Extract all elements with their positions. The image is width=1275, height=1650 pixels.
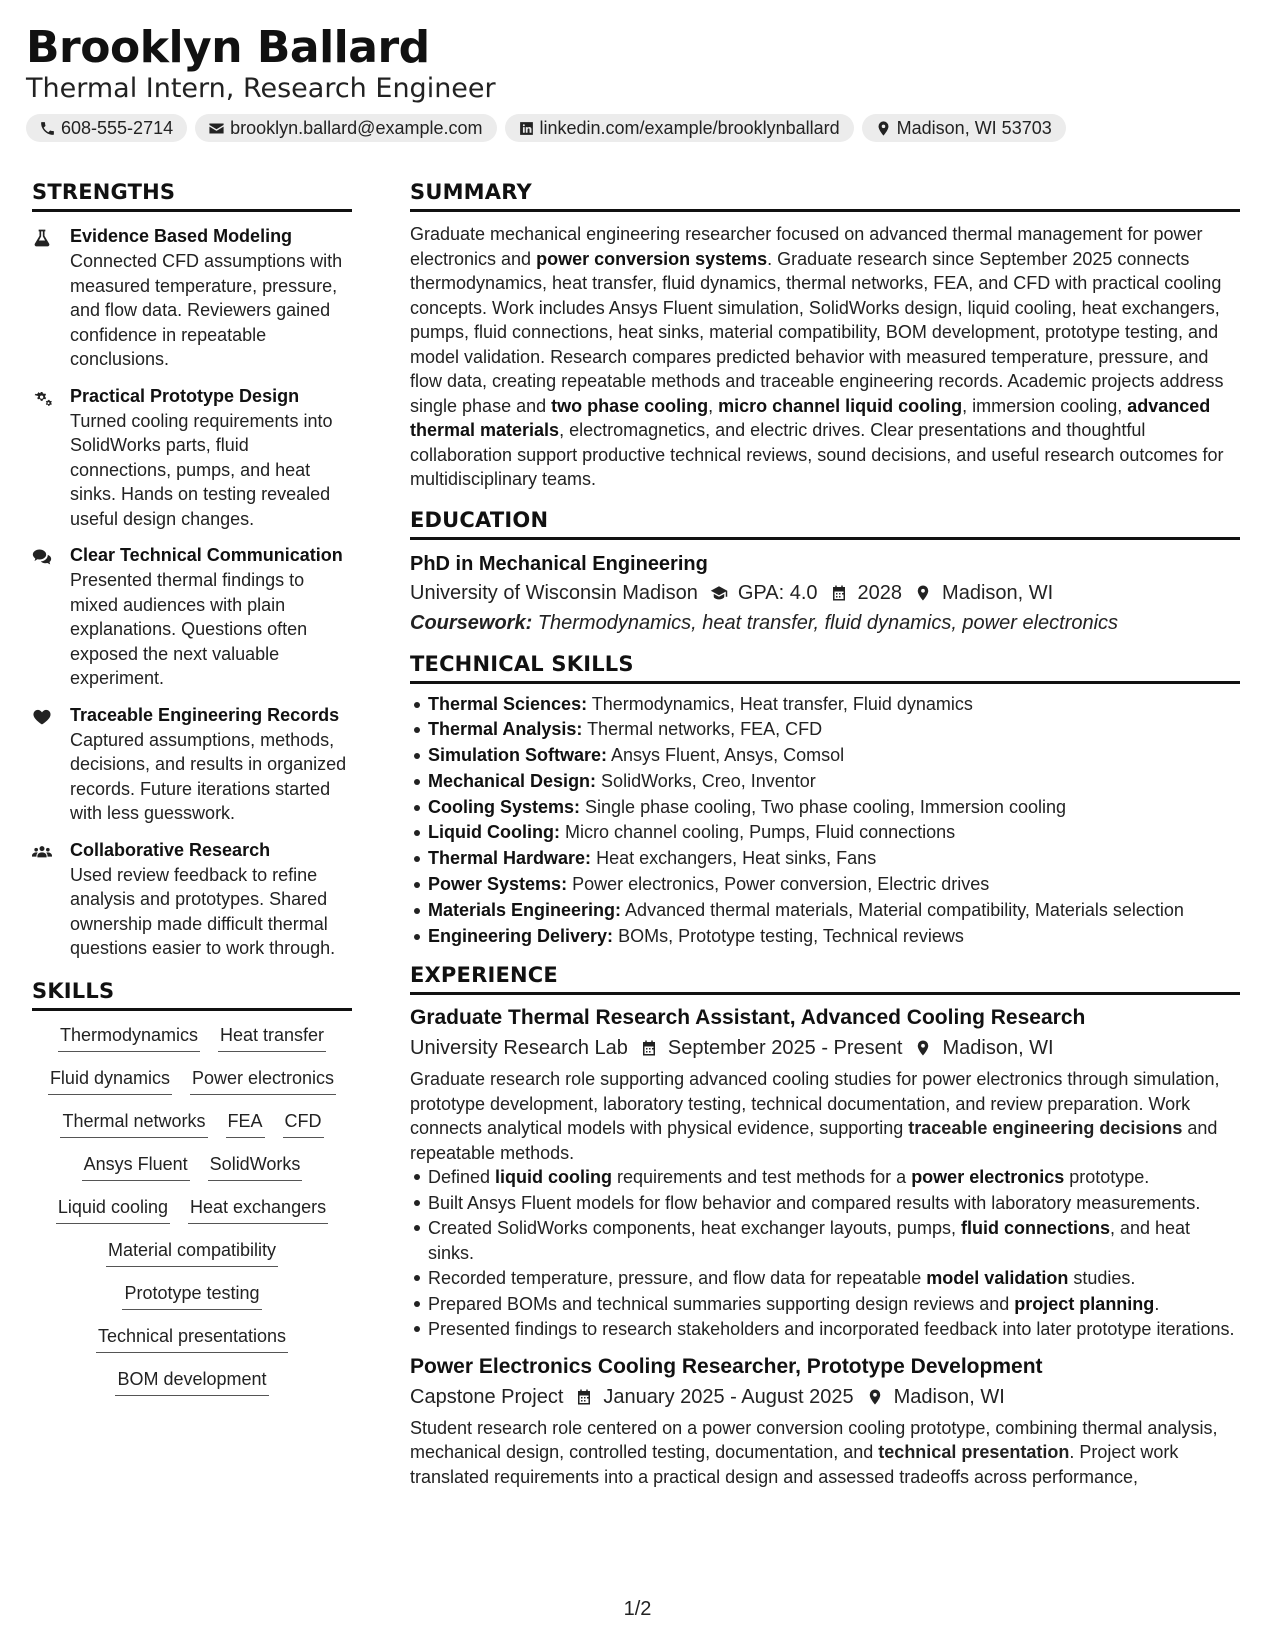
strength-item <box>32 543 352 691</box>
map-pin-icon <box>914 1039 932 1057</box>
school-name: University of Wisconsin Madison <box>410 581 698 604</box>
skill-tag: BOM development <box>115 1367 268 1396</box>
job-dates: September 2025 - Present <box>667 1037 903 1060</box>
skill-tag: Ansys Fluent <box>82 1152 190 1181</box>
list-item: Cooling Systems: Single phase cooling, Two phase cooling, Immersion cooling <box>410 795 1240 821</box>
list-item: Thermal Sciences: Thermodynamics, Heat transfer, Fluid dynamics <box>410 692 1240 718</box>
job-entry <box>410 1003 1240 1342</box>
skill-tag: Heat exchangers <box>188 1195 328 1224</box>
resume-header <box>26 22 1256 142</box>
summary-text: Graduate mechanical engineering researcher focused on advanced thermal management for power electronics and power conversion systems. Graduate research since September 2025 connects thermodynamics, heat transfer, fluid dynamics, thermal networks, FEA, and CFD with practical cooling concepts. Work includes Ansys Fluent simulation, SolidWorks design, liquid cooling, heat exchangers, pumps, fluid connections, heat sinks, material compatibility, BOM development, prototype testing, and model validation. Research compares predicted behavior with measured temperature, pressure, and flow data, creating repeatable methods and traceable engineering records. Academic projects address single phase and two phase cooling, micro channel liquid cooling, immersion cooling, advanced thermal materials, electromagnetics, and electric drives. Clear presentations and thoughtful collaboration support productive technical reviews, sound decisions, and useful research outcomes for multidisciplinary teams. <box>410 224 1224 489</box>
strength-item <box>32 224 352 372</box>
calendar-icon <box>640 1039 658 1057</box>
graduation-year: 2028 <box>857 581 903 604</box>
education-meta <box>410 578 1240 608</box>
summary-heading: SUMMARY <box>410 180 1240 212</box>
list-item: Simulation Software: Ansys Fluent, Ansys, Comsol <box>410 743 1240 769</box>
skill-tag: Power electronics <box>190 1066 336 1095</box>
technical-skills-list <box>410 692 1240 950</box>
job-title: Power Electronics Cooling Researcher, Prototype Development <box>410 1354 1043 1378</box>
graduation-cap-icon <box>710 584 728 602</box>
strength-desc: Captured assumptions, methods, decisions, and results in organized records. Future iterations started with less guesswork. <box>70 729 347 823</box>
skill-tag: Fluid dynamics <box>48 1066 172 1095</box>
strength-desc: Used review feedback to refine analysis and prototypes. Shared ownership made difficult thermal questions easier to work through. <box>70 864 336 958</box>
strength-item <box>32 838 352 961</box>
envelope-icon <box>208 120 225 137</box>
skill-tag: Liquid cooling <box>56 1195 170 1224</box>
job-description: Graduate research role supporting advanced cooling studies for power electronics through simulation, prototype development, laboratory testing, technical documentation, and review preparation. Work connects analytical models with physical evidence, supporting traceable engineering decisions and repeatable methods. <box>410 1069 1220 1163</box>
job-org: Capstone Project <box>410 1385 564 1408</box>
location-pill <box>862 114 1066 142</box>
education-heading: EDUCATION <box>410 508 1240 540</box>
linkedin-pill[interactable] <box>505 114 854 142</box>
phone-text: 608-555-2714 <box>61 117 174 138</box>
strength-item <box>32 384 352 532</box>
calendar-icon <box>830 584 848 602</box>
users-icon <box>32 842 52 862</box>
list-item: Built Ansys Fluent models for flow behavior and compared results with laboratory measurements. <box>410 1191 1240 1216</box>
heart-icon <box>32 707 52 727</box>
job-title: Graduate Thermal Research Assistant, Advanced Cooling Research <box>410 1006 1086 1030</box>
experience-heading: EXPERIENCE <box>410 963 1240 995</box>
skill-tag: Heat transfer <box>218 1023 326 1052</box>
strength-desc: Connected CFD assumptions with measured temperature, pressure, and flow data. Reviewers gained confidence in repeatable conclusions. <box>70 251 343 369</box>
gears-icon <box>32 388 52 408</box>
left-column <box>32 180 352 1396</box>
list-item: Thermal Hardware: Heat exchangers, Heat sinks, Fans <box>410 846 1240 872</box>
strength-title: Collaborative Research <box>70 839 271 860</box>
education-location: Madison, WI <box>942 581 1054 604</box>
right-column <box>410 180 1240 1489</box>
list-item: Mechanical Design: SolidWorks, Creo, Inventor <box>410 769 1240 795</box>
flask-icon <box>32 228 52 248</box>
job-meta <box>410 1382 1240 1412</box>
strength-title: Clear Technical Communication <box>70 545 343 565</box>
list-item: Liquid Cooling: Micro channel cooling, Pumps, Fluid connections <box>410 820 1240 846</box>
job-location: Madison, WI <box>893 1385 1005 1408</box>
strengths-list <box>32 224 352 961</box>
list-item: Presented findings to research stakeholders and incorporated feedback into later prototype iterations. <box>410 1317 1240 1342</box>
list-item: Prepared BOMs and technical summaries supporting design reviews and project planning. <box>410 1292 1240 1317</box>
linkedin-icon <box>518 120 535 137</box>
map-pin-icon <box>875 120 892 137</box>
comments-icon <box>32 547 52 567</box>
list-item: Materials Engineering: Advanced thermal materials, Material compatibility, Materials selection <box>410 898 1240 924</box>
strength-item <box>32 703 352 826</box>
skill-tag: Thermal networks <box>60 1109 207 1138</box>
job-org: University Research Lab <box>410 1037 628 1060</box>
location-text: Madison, WI 53703 <box>896 117 1052 138</box>
contact-bar <box>26 114 1256 142</box>
skill-tag: Thermodynamics <box>58 1023 200 1052</box>
job-bullets <box>410 1165 1240 1342</box>
skill-tag: FEA <box>226 1109 265 1138</box>
list-item: Thermal Analysis: Thermal networks, FEA, CFD <box>410 717 1240 743</box>
list-item: Engineering Delivery: BOMs, Prototype testing, Technical reviews <box>410 924 1240 950</box>
email-text: brooklyn.ballard@example.com <box>230 117 483 138</box>
job-location: Madison, WI <box>942 1037 1054 1060</box>
list-item: Power Systems: Power electronics, Power conversion, Electric drives <box>410 872 1240 898</box>
technical-skills-heading: TECHNICAL SKILLS <box>410 652 1240 684</box>
list-item: Created SolidWorks components, heat exchanger layouts, pumps, fluid connections, and heat sinks. <box>410 1216 1240 1265</box>
phone-pill[interactable] <box>26 114 187 142</box>
skill-tag: Material compatibility <box>106 1238 278 1267</box>
strength-title: Practical Prototype Design <box>70 385 300 406</box>
calendar-icon <box>575 1388 593 1406</box>
map-pin-icon <box>914 584 932 602</box>
skill-tag: SolidWorks <box>208 1152 303 1181</box>
job-description: Student research role centered on a power conversion cooling prototype, combining thermal analysis, mechanical design, controlled testing, documentation, and technical presentation. Project work translated requirements into a practical design and assessed tradeoffs across performance, <box>410 1417 1218 1487</box>
candidate-title: Thermal Intern, Research Engineer <box>26 73 496 104</box>
coursework: Coursework: Thermodynamics, heat transfer, fluid dynamics, power electronics <box>410 611 1119 634</box>
strength-desc: Presented thermal findings to mixed audiences with plain explanations. Questions often exposed the next valuable experiment. <box>70 570 308 688</box>
job-dates: January 2025 - August 2025 <box>603 1385 854 1408</box>
map-pin-icon <box>866 1388 884 1406</box>
strength-title: Traceable Engineering Records <box>70 704 340 725</box>
skill-tag: Technical presentations <box>96 1324 288 1353</box>
skill-tag: Prototype testing <box>122 1281 261 1310</box>
skills-heading: SKILLS <box>32 979 352 1011</box>
strength-title: Evidence Based Modeling <box>70 226 293 246</box>
strength-desc: Turned cooling requirements into SolidWorks parts, fluid connections, pumps, and heat sinks. Hands on testing revealed useful design changes. <box>70 410 333 529</box>
email-pill[interactable] <box>195 114 496 142</box>
linkedin-text: linkedin.com/example/brooklynballard <box>539 117 840 138</box>
job-meta <box>410 1033 1240 1063</box>
skill-tags <box>32 1023 352 1396</box>
candidate-name: Brooklyn Ballard <box>26 22 430 73</box>
skill-tag: CFD <box>283 1109 324 1138</box>
gpa-text: GPA: 4.0 <box>737 581 818 604</box>
strengths-heading: STRENGTHS <box>32 180 352 212</box>
job-entry <box>410 1352 1240 1490</box>
list-item: Defined liquid cooling requirements and test methods for a power electronics prototype. <box>410 1165 1240 1190</box>
phone-icon <box>39 120 56 137</box>
page-number: 1/2 <box>623 1598 652 1620</box>
list-item: Recorded temperature, pressure, and flow data for repeatable model validation studies. <box>410 1266 1240 1291</box>
degree-title: PhD in Mechanical Engineering <box>410 552 708 575</box>
